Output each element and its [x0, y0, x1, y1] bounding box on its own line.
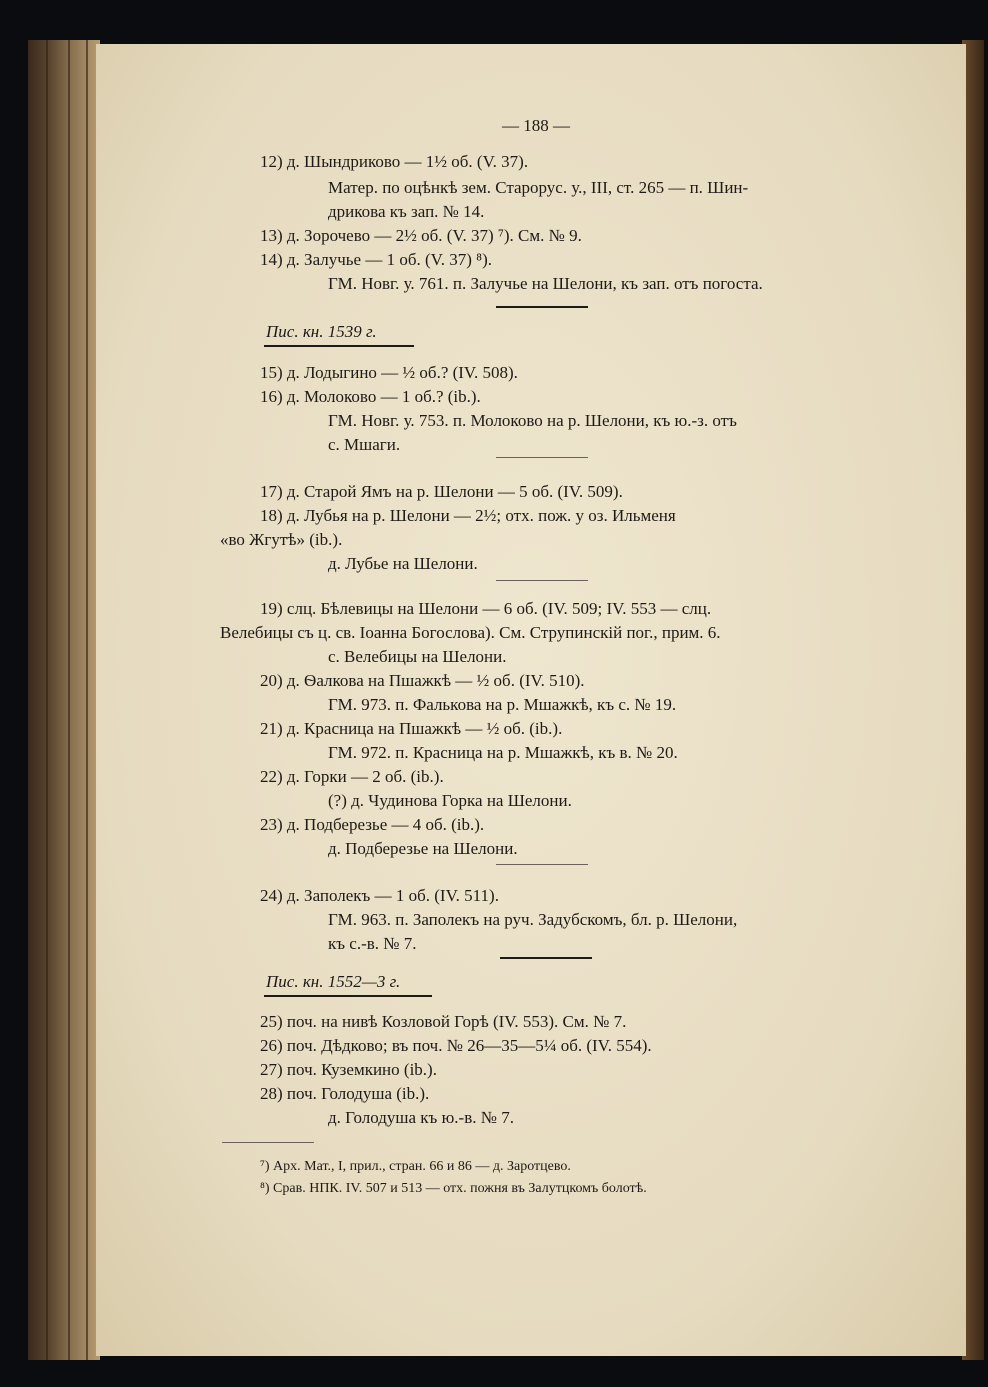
entry-divider: [496, 864, 588, 865]
section-heading-underline: [264, 345, 414, 347]
entry-19-continuation: Велебицы съ ц. св. Іоанна Богослова). См. Струпинскій пог., прим. 6.: [220, 623, 721, 642]
entry-21: 21) д. Красница на Пшажкѣ — ½ об. (ib.).: [260, 719, 563, 738]
entry-20-note: ГМ. 973. п. Фалькова на р. Мшажкѣ, къ с. № 19.: [328, 695, 677, 714]
entry-24-note-1: ГМ. 963. п. Заполекъ на руч. Задубскомъ, бл. р. Шелони,: [328, 910, 738, 929]
entry-12-note-1: Матер. по оцѣнкѣ зем. Старорус. у., III, ст. 265 — п. Шин-: [328, 178, 749, 197]
section-heading-1539: Пис. кн. 1539 г.: [266, 322, 377, 341]
entry-19-note: с. Велебицы на Шелони.: [328, 647, 507, 666]
entry-28: 28) поч. Голодуша (ib.).: [260, 1084, 430, 1103]
entry-25: 25) поч. на нивѣ Козловой Горѣ (IV. 553). См. № 7.: [260, 1012, 627, 1031]
page-number: — 188 —: [502, 116, 570, 135]
entry-18-note: д. Лубье на Шелони.: [328, 554, 478, 573]
entry-12: 12) д. Шындриково — 1½ об. (V. 37).: [260, 152, 529, 171]
entry-26: 26) поч. Дѣдково; въ поч. № 26—35—5¼ об. (IV. 554).: [260, 1036, 652, 1055]
section-divider: [496, 306, 588, 308]
entry-15: 15) д. Лодыгино — ½ об.? (IV. 508).: [260, 363, 518, 382]
page-content: [96, 44, 966, 1356]
entry-27: 27) поч. Куземкино (ib.).: [260, 1060, 437, 1079]
entry-24: 24) д. Заполекъ — 1 об. (IV. 511).: [260, 886, 499, 905]
entry-14: 14) д. Залучье — 1 об. (V. 37) ⁸).: [260, 250, 492, 269]
entry-24-note-2: къ с.-в. № 7.: [328, 934, 417, 953]
book-binding: [28, 40, 100, 1360]
section-heading-underline: [264, 995, 432, 997]
entry-21-note: ГМ. 972. п. Красница на р. Мшажкѣ, къ в. № 20.: [328, 743, 678, 762]
entry-13: 13) д. Зорочево — 2½ об. (V. 37) ⁷). См. № 9.: [260, 226, 582, 245]
entry-16-note-2: с. Мшаги.: [328, 435, 401, 454]
entry-divider: [496, 457, 588, 458]
entry-12-note-2: дрикова къ зап. № 14.: [328, 202, 485, 221]
entry-divider: [496, 580, 588, 581]
entry-19: 19) слц. Бѣлевицы на Шелони — 6 об. (IV. 509; IV. 553 — слц.: [260, 599, 712, 618]
entry-23-note: д. Подберезье на Шелони.: [328, 839, 518, 858]
footnote-7: ⁷) Арх. Мат., I, прил., стран. 66 и 86 — д. Заротцево.: [260, 1159, 571, 1174]
section-heading-1552: Пис. кн. 1552—3 г.: [266, 972, 401, 991]
entry-16-note-1: ГМ. Новг. у. 753. п. Молоково на р. Шелони, къ ю.-з. отъ: [328, 411, 737, 430]
entry-22: 22) д. Горки — 2 об. (ib.).: [260, 767, 444, 786]
footnote-8: ⁸) Срав. НПК. IV. 507 и 513 — отх. пожня въ Залутцкомъ болотѣ.: [260, 1181, 647, 1196]
entry-18: 18) д. Лубья на р. Шелони — 2½; отх. пож. у оз. Ильменя: [260, 506, 676, 525]
entry-14-note: ГМ. Новг. у. 761. п. Залучье на Шелони, къ зап. отъ погоста.: [328, 274, 763, 293]
entry-18-continuation: «во Жгутѣ» (ib.).: [220, 530, 343, 549]
entry-17: 17) д. Старой Ямъ на р. Шелони — 5 об. (IV. 509).: [260, 482, 623, 501]
entry-23: 23) д. Подберезье — 4 об. (ib.).: [260, 815, 485, 834]
footnote-rule: [222, 1142, 314, 1143]
book-page: [96, 44, 966, 1356]
entry-22-note: (?) д. Чудинова Горка на Шелони.: [328, 791, 572, 810]
section-divider: [500, 957, 592, 959]
entry-20: 20) д. Ѳалкова на Пшажкѣ — ½ об. (IV. 510).: [260, 671, 585, 690]
entry-28-note: д. Голодуша къ ю.-в. № 7.: [328, 1108, 514, 1127]
entry-16: 16) д. Молоково — 1 об.? (ib.).: [260, 387, 481, 406]
